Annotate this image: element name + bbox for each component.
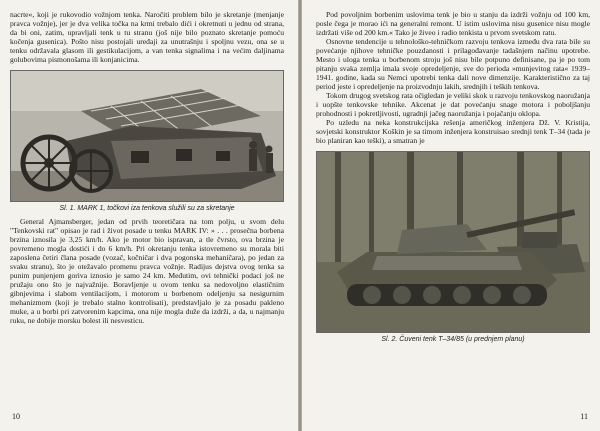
figure-1-caption: Sl. 1. MARK 1, točkovi iza tenkova služili su za skretanje <box>59 205 235 212</box>
t34-85-tank-image <box>317 152 589 332</box>
right-page <box>302 0 600 431</box>
page-number-right: 11 <box>580 412 588 421</box>
right-paragraph-1: Pod povoljnim borbenim uslovima tenk je bio u stanju da izdrži vožnju od 100 km, posle čega je morao ići na generalni remont. U istim uslovima nisu gusenice nisu mogle izdržati više od 200 km.« Tako je živeo i radio tenkista u prvom svetskom ratu. <box>316 10 590 37</box>
left-paragraph-1: nacrte«, koji je rukovodio vožnjom tenka. Naročiti problem bilo je skretanje (menjanje pravca vožnje), jer je dva velika točka na krmi trebalo dići i okretnuti u jednu od strana, da bi oni, zatim, upravljali tenk u tu stranu (još nije bilo poznato skretanje pomoću kočenja gusenica). Pošto nisu postojali uređaji za unutrašnju i spoljnu vezu, ona se u tenku održavala glasom ili gestikulacijom, a van tenka signalima i na većim daljinama golubovima pismonošama ili konjanicima. <box>10 10 284 64</box>
right-paragraph-2: Osnovne tendencije u tehnološko-tehničkom razvoju tenkova između dva rata bile su povećanje njihove tehničke pouzdanosti i prilagođavanje tadašnjem načinu upotrebe. Mesto i uloga tenka u borbenom stroju još nisu bile potpuno definisane, pa je po tom pitanju svaka zemlja imala svoje opredeljenje, sve do perioda »munjevitog rata« 1939–1941. godine, kada su Nemci upotrebi tenka dali nove dimenzije. Karakteristično za taj period jeste i opredeljenje na proizvodnju lakih, srednjih i teških tenkova. <box>316 37 590 91</box>
left-paragraph-2: General Ajmansberger, jedan od prvih teoretičara na tom polju, u svom delu "Tenkovski rat" opisao je rad i život posade u tenku MARK IV: » . . . prosečna borbena brzina iznosila je 3,25 km/h. Ako je motor bio ispravan, a tle čvrsto, ova brzina je povremeno mogla dostići i do 6 km/h. Pri okretanju tenka istovremeno su morala biti zaposlena četiri člana posade (vozač, kočničar i dva pogonska mehaničara), po jedan za svaku stranu), što je otežavalo promenu pravca vožnje. Radijus dejstva ovog tenka sa punim punjenjem goriva iznosio je samo 24 km. Međutim, ovi tehnički podaci još ne pružaju ono što je najvažnije. Boravljenje u ovom tenku sa nedovoljno elastičnim gibnjevima i slabom ventilacijom, i motorom u borbenom odeljenju sa nesigurnim mehanizmom (koji je trebalo stalno kontrolisati), predstavljalo je za posadu pakleno muke, a u borbi pri zatvorenim kapcima, ona nije mogla duže da izdrži, a da, u najmanju ruku, ne dobije morsku bolest ili nesvesticu. <box>10 217 284 325</box>
figure-2-photo <box>316 151 590 333</box>
left-page <box>0 0 298 431</box>
right-paragraph-3: Tokom drugog svetskog rata očigledan je veliki skok u razvoju tenkovskog naoružanja i uopšte tenkovske tehnike. Akcenat je dat povećanju snage motora i poboljšanju prohodnosti i pokretljivosti, ugradnji jačeg naoružanja i pojačanju oklopa. <box>316 91 590 118</box>
right-paragraph-4: Po uzledu na neka konstrukcijska rešenja američkog inženjera Dž. V. Kristija, sovjetski konstruktor Koškin je sa timom inženjera konstruisao srednji tenk T–34 (tada je bio planiran kao teški), a smatran je <box>316 118 590 145</box>
figure-1-photo <box>10 70 284 202</box>
mark-1-tank-image <box>11 71 283 201</box>
figure-2-caption: Sl. 2. Čuveni tenk T–34/85 (u prednjem planu) <box>381 336 525 343</box>
page-number-left: 10 <box>12 412 20 421</box>
